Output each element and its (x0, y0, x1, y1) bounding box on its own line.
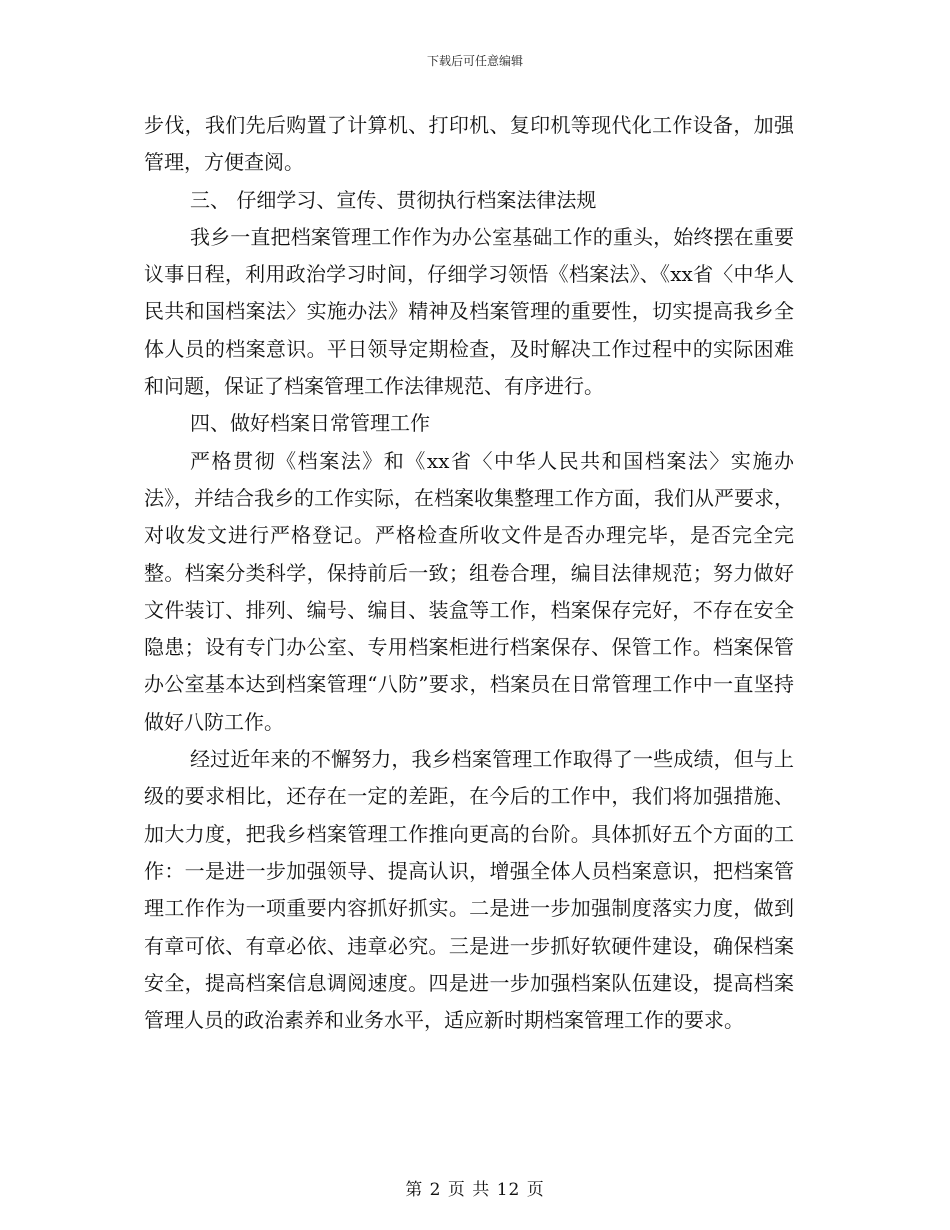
document-body (144, 107, 794, 1039)
paragraph-law-study: 我乡一直把档案管理工作作为办公室基础工作的重头，始终摆在重要议事日程，利用政治学习时间，仔细学习领悟《档案法》、《xx省〈中华人民共和国档案法〉实施办法》精神及档案管理的重要性，切实提高我乡全体人员的档案意识。平日领导定期检查，及时解决工作过程中的实际困难和问题，保证了档案管理工作法律规范、有序进行。 (144, 224, 794, 399)
section-heading-4: 四、做好档案日常管理工作 (190, 411, 430, 436)
footer-middle: 页 共 (447, 1180, 491, 1200)
current-page-number: 2 (429, 1180, 442, 1200)
paragraph-continuation: 步伐，我们先后购置了计算机、打印机、复印机等现代化工作设备，加强管理，方便查阅。 (144, 113, 794, 175)
footer-suffix: 页 (526, 1180, 545, 1200)
footer-prefix: 第 (405, 1180, 424, 1200)
page-footer (0, 1175, 950, 1200)
paragraph-conclusion: 经过近年来的不懈努力，我乡档案管理工作取得了一些成绩，但与上级的要求相比，还存在一定的差距，在今后的工作中，我们将加强措施、加大力度，把我乡档案管理工作推向更高的台阶。具体抓好五个方面的工作：一是进一步加强领导、提高认识，增强全体人员档案意识，把档案管理工作作为一项重要内容抓好抓实。二是进一步加强制度落实力度，做到有章可依、有章必依、违章必究。三是进一步抓好软硬件建设，确保档案安全，提高档案信息调阅速度。四是进一步加强档案队伍建设，提高档案管理人员的政治素养和业务水平，适应新时期档案管理工作的要求。 (144, 747, 794, 1033)
total-page-count: 12 (496, 1180, 521, 1200)
paragraph-daily-management: 严格贯彻《档案法》和《xx省〈中华人民共和国档案法〉实施办法》，并结合我乡的工作实际，在档案收集整理工作方面，我们从严要求，对收发文进行严格登记。严格检查所收文件是否办理完毕，是否完全完整。档案分类科学，保持前后一致；组卷合理，编目法律规范；努力做好文件装订、排列、编号、编目、装盒等工作，档案保存完好，不存在安全隐患；设有专门办公室、专用档案柜进行档案保存、保管工作。档案保管办公室基本达到档案管理“八防”要求，档案员在日常管理工作中一直坚持做好八防工作。 (144, 448, 794, 734)
page-header: 下载后可任意编辑 (426, 54, 523, 68)
section-heading-3: 三、 仔细学习、宣传、贯彻执行档案法律法规 (190, 187, 597, 212)
